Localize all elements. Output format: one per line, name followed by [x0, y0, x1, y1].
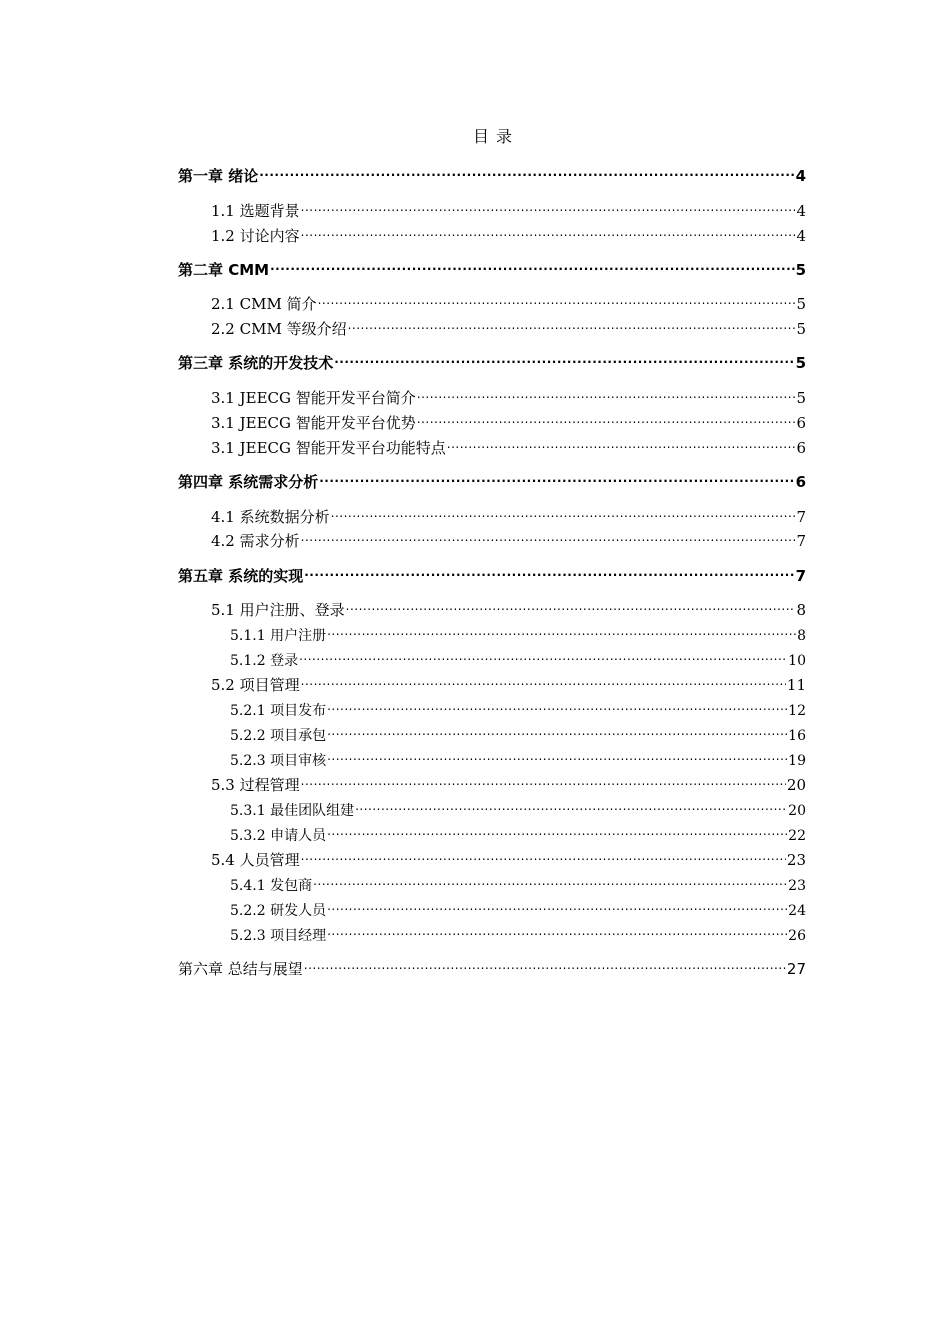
toc-entry-chapter-4[interactable]: 第四章 系统需求分析 ..... 6	[178, 467, 806, 487]
toc-entry-5-2-2b[interactable]: 5.2.2 研发人员 ..... 24	[178, 895, 806, 915]
toc-entry-3-1a[interactable]: 3.1 JEECG 智能开发平台简介 ..... 5	[178, 383, 806, 403]
toc-entry-3-1c[interactable]: 3.1 JEECG 智能开发平台功能特点 ..... 6	[178, 433, 806, 453]
toc-entry-4-2[interactable]: 4.2 需求分析 ..... 7	[178, 526, 806, 546]
toc-entry-chapter-2[interactable]: 第二章 CMM ..... 5	[178, 255, 806, 275]
toc-entry-4-1[interactable]: 4.1 系统数据分析 ..... 7	[178, 502, 806, 522]
toc-entry-1-2[interactable]: 1.2 讨论内容 ..... 4	[178, 221, 806, 241]
toc-entry-5-2-1[interactable]: 5.2.1 项目发布 ..... 12	[178, 695, 806, 715]
toc-entry-5-4[interactable]: 5.4 人员管理 ..... 23	[178, 845, 806, 865]
toc-entry-chapter-3[interactable]: 第三章 系统的开发技术 ..... 5	[178, 348, 806, 368]
toc-title: 目 录	[472, 127, 514, 146]
toc-entry-chapter-5[interactable]: 第五章 系统的实现 ..... 7	[178, 561, 806, 581]
toc-entry-5-1-1[interactable]: 5.1.1 用户注册 ..... 8	[178, 620, 806, 640]
toc-entry-5-3-2[interactable]: 5.3.2 申请人员 ..... 22	[178, 820, 806, 840]
toc-entry-3-1b[interactable]: 3.1 JEECG 智能开发平台优势 ..... 6	[178, 408, 806, 428]
toc-entry-5-1[interactable]: 5.1 用户注册、登录 ..... 8	[178, 595, 806, 615]
toc-entry-5-4-1[interactable]: 5.4.1 发包商 ..... 23	[178, 870, 806, 890]
toc-entry-5-2-3b[interactable]: 5.2.3 项目经理 ..... 26	[178, 920, 806, 940]
toc-entry-5-3[interactable]: 5.3 过程管理 ..... 20	[178, 770, 806, 790]
toc-entry-5-1-2[interactable]: 5.1.2 登录 ..... 10	[178, 645, 806, 665]
toc-entry-5-2-3[interactable]: 5.2.3 项目审核 ..... 19	[178, 745, 806, 765]
toc-entry-5-2[interactable]: 5.2 项目管理 ..... 11	[178, 670, 806, 690]
toc-entry-chapter-6[interactable]: 第六章 总结与展望 ..... 27	[178, 954, 806, 974]
toc-entry-2-2[interactable]: 2.2 CMM 等级介绍 ..... 5	[178, 314, 806, 334]
toc-entry-5-3-1[interactable]: 5.3.1 最佳团队组建 ..... 20	[178, 795, 806, 815]
toc-entry-2-1[interactable]: 2.1 CMM 简介 ..... 5	[178, 289, 806, 309]
toc-entry-1-1[interactable]: 1.1 选题背景 ..... 4	[178, 196, 806, 216]
toc-entry-5-2-2[interactable]: 5.2.2 项目承包 ..... 16	[178, 720, 806, 740]
toc-entry-chapter-1[interactable]: 第一章 绪论 ..... 4	[178, 161, 806, 181]
